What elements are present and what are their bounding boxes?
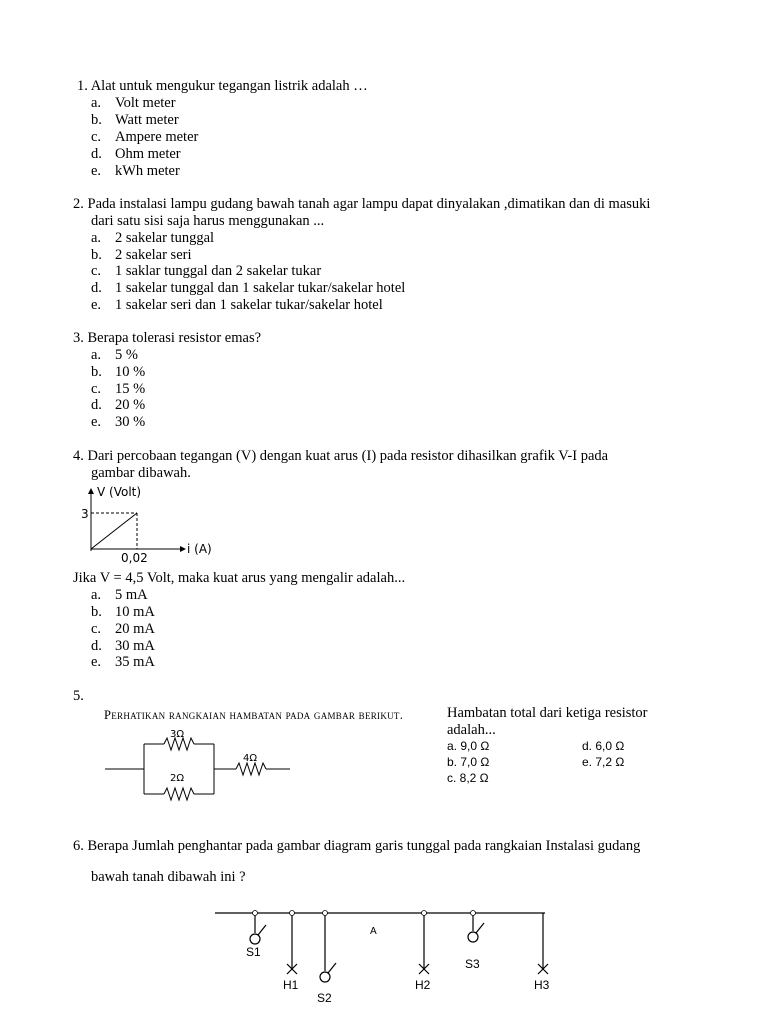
q4-text-line1: 4. Dari percobaan tegangan (V) dengan kuat arus (I) pada resistor dihasilkan grafik V-I pada <box>73 448 609 464</box>
q4-option-c: c. 20 mA <box>91 621 155 637</box>
q3-text: 3. Berapa tolerasi resistor emas? <box>73 330 262 346</box>
q1-option-c: c. Ampere meter <box>91 129 199 145</box>
graph-vi-line <box>91 513 137 549</box>
resistor-4-ohm <box>236 763 266 775</box>
q5-number: 5. <box>73 688 84 704</box>
q1-option-e: e. kWh meter <box>91 163 180 179</box>
q6-text-line1: 6. Berapa Jumlah penghantar pada gambar diagram garis tunggal pada rangkaian Instalasi gudang <box>73 838 641 854</box>
single-line-diagram <box>210 905 570 1015</box>
diagram-label-s3: S3 <box>465 957 480 971</box>
graph-y-tick: 3 <box>81 507 89 521</box>
q4-option-b: b. 10 mA <box>91 604 155 620</box>
q4-option-e: e. 35 mA <box>91 654 155 670</box>
q2-option-c: c. 1 saklar tunggal dan 2 sakelar tukar <box>91 263 322 279</box>
resistor-circuit <box>100 726 300 806</box>
diagram-label-h3: H3 <box>534 978 550 992</box>
q6-text-line2: bawah tanah dibawah ini ? <box>91 869 246 885</box>
q2-text-line2: dari satu sisi saja harus menggunakan ... <box>91 213 325 229</box>
switch-s2 <box>320 972 330 982</box>
q2-text-line1: 2. Pada instalasi lampu gudang bawah tanah agar lampu dapat dinyalakan ,dimatikan dan di masuki <box>73 196 651 212</box>
q5-option-e: e. 7,2 Ω <box>582 755 625 769</box>
q5-figure-caption: Perhatikan rangkaian hambatan pada gambar berikut. <box>104 708 404 722</box>
diagram-label-s2: S2 <box>317 991 332 1005</box>
q5-option-c: c. 8,2 Ω <box>447 771 489 785</box>
q2-option-e: e. 1 sakelar seri dan 1 sakelar tukar/sakelar hotel <box>91 297 383 313</box>
q3-option-b: b. 10 % <box>91 364 146 380</box>
diagram-label-a: A <box>370 926 377 937</box>
label-4-ohm: 4Ω <box>243 753 258 764</box>
q3-option-d: d. 20 % <box>91 397 146 413</box>
q1-option-a: a. Volt meter <box>91 95 176 111</box>
label-2-ohm: 2Ω <box>170 773 185 784</box>
diagram-label-h2: H2 <box>415 978 431 992</box>
q3-option-a: a. 5 % <box>91 347 138 363</box>
switch-s3 <box>468 932 478 942</box>
q5-question-line2: adalah... <box>447 722 496 738</box>
graph-x-tick: 0,02 <box>121 551 148 565</box>
graph-x-axis-label: i (A) <box>187 542 212 556</box>
q4-option-d: d. 30 mA <box>91 638 155 654</box>
q5-option-d: d. 6,0 Ω <box>582 739 625 753</box>
vi-graph <box>75 483 275 563</box>
resistor-2-ohm <box>164 788 194 800</box>
q4-text-line2: gambar dibawah. <box>91 465 191 481</box>
switch-s1 <box>250 934 260 944</box>
q4-followup: Jika V = 4,5 Volt, maka kuat arus yang mengalir adalah... <box>73 570 406 586</box>
q2-option-b: b. 2 sakelar seri <box>91 247 192 263</box>
q5-option-b: b. 7,0 Ω <box>447 755 490 769</box>
q5-option-a: a. 9,0 Ω <box>447 739 490 753</box>
q1-option-d: d. Ohm meter <box>91 146 181 162</box>
label-3-ohm: 3Ω <box>170 729 185 740</box>
diagram-label-h1: H1 <box>283 978 299 992</box>
q3-option-c: c. 15 % <box>91 381 146 397</box>
diagram-label-s1: S1 <box>246 945 261 959</box>
q1-text: 1. Alat untuk mengukur tegangan listrik adalah … <box>77 78 368 94</box>
q2-option-d: d. 1 sakelar tunggal dan 1 sakelar tukar/sakelar hotel <box>91 280 406 296</box>
graph-y-axis-label: V (Volt) <box>97 485 142 499</box>
q1-option-b: b. Watt meter <box>91 112 179 128</box>
q2-option-a: a. 2 sakelar tunggal <box>91 230 215 246</box>
q3-option-e: e. 30 % <box>91 414 146 430</box>
q4-option-a: a. 5 mA <box>91 587 148 603</box>
q5-question-line1: Hambatan total dari ketiga resistor <box>447 705 648 721</box>
